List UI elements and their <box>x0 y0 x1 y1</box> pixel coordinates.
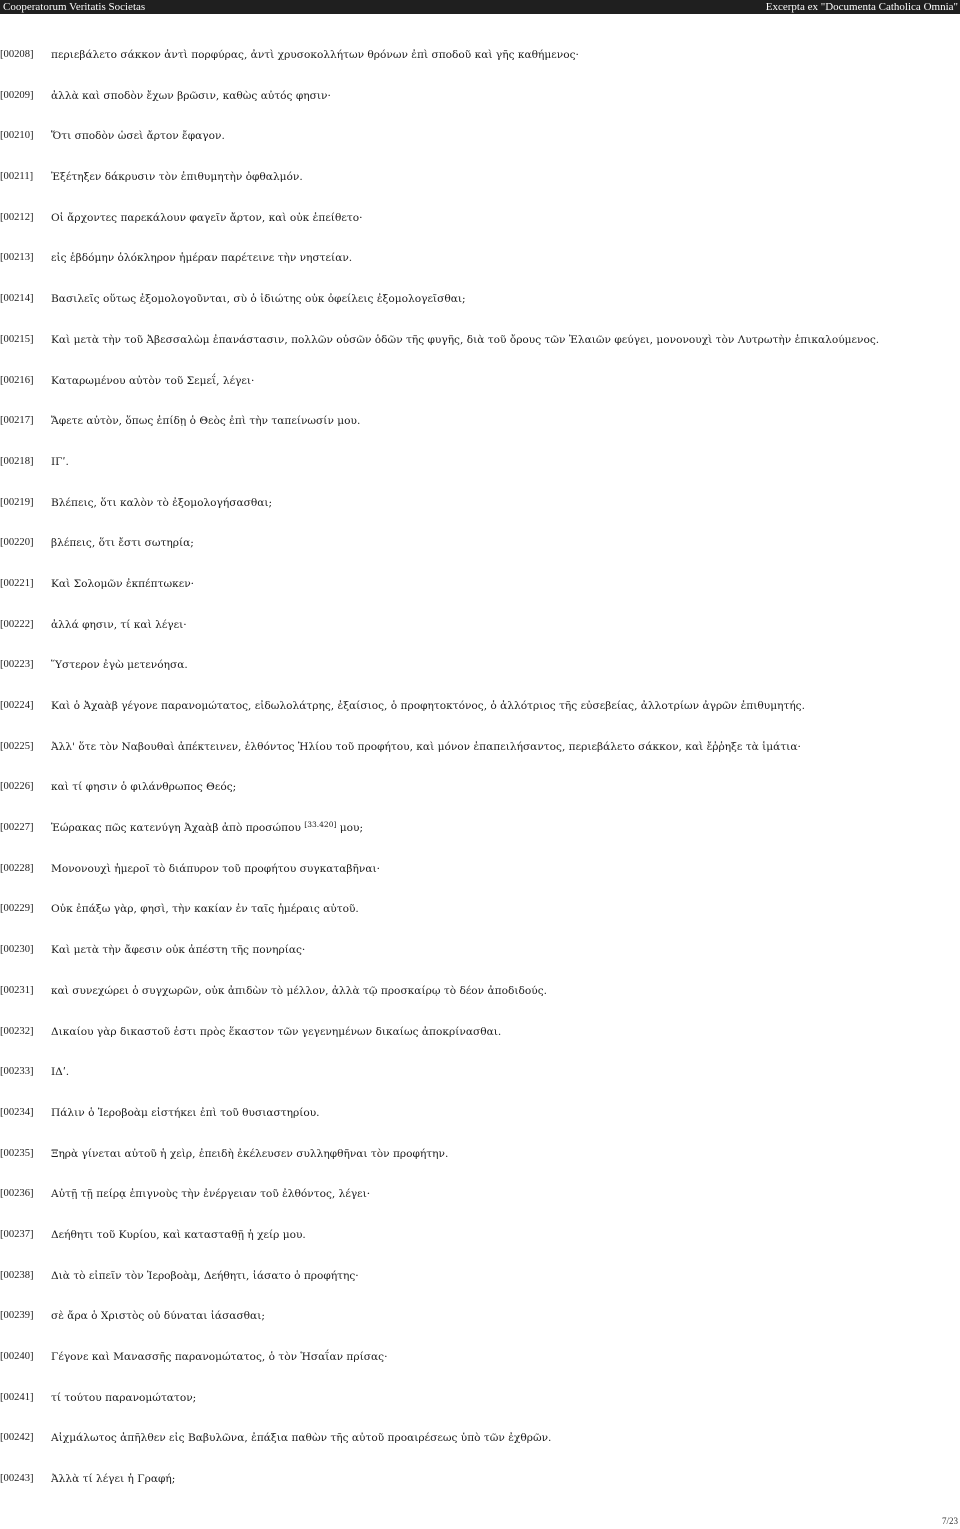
line-text <box>51 1187 370 1201</box>
line-text <box>51 902 359 916</box>
line-text <box>51 658 188 672</box>
line-text-main: Ἀλλ' ὅτε τὸν Ναβουθαὶ ἀπέκτεινεν, ἐλθόντος Ἠλίου τοῦ προφήτου, καὶ μόνον ἐπαπειλήσαντος, περιεβάλετο σάκκον, καὶ ἔῤῥηξε τὰ ἱμάτια· <box>51 740 801 753</box>
page-number: 7/23 <box>941 1516 958 1526</box>
text-line <box>0 1309 960 1350</box>
line-text <box>51 1025 501 1039</box>
text-line <box>0 740 960 781</box>
text-line <box>0 496 960 537</box>
line-text <box>51 1350 387 1364</box>
line-number: [00234] <box>0 1106 34 1118</box>
line-text-main: Γέγονε καὶ Μανασσῆς παρανομώτατος, ὁ τὸν Ἡσαΐαν πρίσας· <box>51 1351 388 1363</box>
line-number: [00216] <box>0 374 34 386</box>
line-text-main: Οἱ ἄρχοντες παρεκάλουν φαγεῖν ἄρτον, καὶ οὐκ ἐπείθετο· <box>51 211 363 224</box>
line-text <box>51 89 331 103</box>
line-text <box>51 536 194 550</box>
line-text <box>51 1228 306 1242</box>
line-text <box>51 780 236 794</box>
line-text <box>51 496 272 510</box>
line-text <box>51 740 801 754</box>
text-line <box>0 211 960 252</box>
line-text-main: σὲ ἄρα ὁ Χριστὸς οὐ δύναται ἰάσασθαι; <box>51 1310 265 1323</box>
line-text-main: Καὶ Σολομῶν ἐκπέπτωκεν· <box>51 577 195 590</box>
line-text <box>51 292 466 306</box>
line-number: [00218] <box>0 455 34 467</box>
text-line <box>0 943 960 984</box>
line-text-main: Ἄφετε αὐτὸν, ὅπως ἐπίδῃ ὁ Θεὸς ἐπὶ τὴν ταπείνωσίν μου. <box>51 415 361 428</box>
line-number: [00228] <box>0 862 34 874</box>
line-text <box>51 251 352 265</box>
line-text-main: Αὐτῇ τῇ πείρᾳ ἐπιγνοὺς τὴν ἐνέργειαν τοῦ ἐλθόντος, λέγει· <box>51 1188 371 1201</box>
line-number: [00224] <box>0 700 34 711</box>
line-number: [00210] <box>0 130 34 142</box>
line-number: [00223] <box>0 659 34 671</box>
line-number: [00233] <box>0 1066 34 1078</box>
text-line <box>0 333 960 374</box>
line-number: [00229] <box>0 903 34 915</box>
line-text-main: Δικαίου γὰρ δικαστοῦ ἐστι πρὸς ἕκαστον τῶν γεγενημένων δικαίως ἀποκρίνασθαι. <box>51 1025 502 1038</box>
text-line <box>0 902 960 943</box>
line-text-main: Πάλιν ὁ Ἱεροβοὰμ εἱστήκει ἐπὶ τοῦ θυσιαστηρίου. <box>51 1106 320 1119</box>
line-text <box>51 1065 69 1079</box>
text-line <box>0 618 960 659</box>
text-line <box>0 780 960 821</box>
line-text-main: Ἑώρακας πῶς κατενύγη Ἀχαὰβ ἀπὸ προσώπου <box>51 822 301 835</box>
line-text <box>51 821 363 835</box>
text-line <box>0 48 960 89</box>
text-line <box>0 536 960 577</box>
line-number: [00238] <box>0 1269 34 1281</box>
line-text <box>51 1147 448 1161</box>
line-text-main: ἀλλά φησιν, τί καὶ λέγει· <box>51 618 187 631</box>
line-text <box>51 1269 359 1283</box>
line-text-main: Βασιλεῖς οὕτως ἐξομολογοῦνται, σὺ ὁ ἰδιώτης οὐκ ὀφείλεις ἐξομολογεῖσθαι; <box>51 293 466 306</box>
line-number: [00242] <box>0 1432 34 1444</box>
line-number: [00231] <box>0 984 34 996</box>
line-text <box>51 1309 265 1323</box>
line-text-main: Διὰ τὸ εἰπεῖν τὸν Ἱεροβοὰμ, Δεήθητι, ἰάσατο ὁ προφήτης· <box>51 1269 359 1282</box>
line-text-main: Καὶ μετὰ τὴν ἄφεσιν οὐκ ἀπέστη τῆς πονηρίας· <box>51 944 306 957</box>
line-number: [00221] <box>0 577 34 589</box>
line-text-main: βλέπεις, ὅτι ἔστι σωτηρία; <box>51 537 194 550</box>
line-text-main: εἰς ἑβδόμην ὁλόκληρον ἡμέραν παρέτεινε τὴν νηστείαν. <box>51 252 353 265</box>
line-text-main: καὶ συνεχώρει ὁ συγχωρῶν, οὐκ ἀπιδὼν τὸ μέλλον, ἀλλὰ τῷ προσκαίρῳ τὸ δέον ἀποδιδούς. <box>51 984 548 997</box>
line-text <box>51 170 303 184</box>
text-line <box>0 577 960 618</box>
text-line <box>0 658 960 699</box>
line-text-main: Ἐξέτηξεν δάκρυσιν τὸν ἐπιθυμητὴν ὀφθαλμόν. <box>51 171 303 184</box>
line-text-main: Καὶ ὁ Ἀχαὰβ γέγονε παρανομώτατος, εἰδωλολάτρης, ἐξαίσιος, ὁ προφητοκτόνος, ὁ ἀλλότριος τῆς εὐσεβείας, ἀλλοτρίων ἀγρῶν ἐπιθυμητής. <box>51 700 805 712</box>
text-line <box>0 821 960 862</box>
line-number: [00219] <box>0 496 34 508</box>
line-text <box>51 577 194 591</box>
line-text-main: Ὅτι σποδὸν ὡσεὶ ἄρτον ἔφαγον. <box>51 130 225 143</box>
text-line <box>0 414 960 455</box>
line-text-main: Αἰχμάλωτος ἀπῆλθεν εἰς Βαβυλῶνα, ἐπάξια παθὼν τῆς αὐτοῦ προαιρέσεως ὑπὸ τῶν ἐχθρῶν. <box>51 1432 552 1445</box>
line-number: [00243] <box>0 1473 34 1485</box>
line-text-main: Μονονουχὶ ἡμεροῖ τὸ διάπυρον τοῦ προφήτου συγκαταβῆναι· <box>51 862 381 875</box>
page-header <box>0 0 960 14</box>
line-number: [00236] <box>0 1188 34 1200</box>
text-line <box>0 1472 960 1513</box>
line-text-main: ἀλλὰ καὶ σποδὸν ἔχων βρῶσιν, καθὼς αὐτός φησιν· <box>51 89 331 102</box>
line-text <box>51 129 225 143</box>
line-number: [00217] <box>0 415 34 427</box>
line-text-main: Ἀλλὰ τί λέγει ἡ Γραφή; <box>51 1473 176 1486</box>
text-line <box>0 455 960 496</box>
text-line <box>0 1228 960 1269</box>
line-text-main: Δεήθητι τοῦ Κυρίου, καὶ κατασταθῇ ἡ χείρ μου. <box>51 1228 306 1241</box>
line-text-main: Βλέπεις, ὅτι καλὸν τὸ ἐξομολογήσασθαι; <box>51 496 273 509</box>
text-line <box>0 1391 960 1432</box>
text-line <box>0 1147 960 1188</box>
line-text <box>51 984 547 998</box>
line-number: [00220] <box>0 537 34 549</box>
line-text <box>51 862 380 876</box>
line-number: [00215] <box>0 333 34 345</box>
line-text <box>51 374 254 388</box>
line-text-main: Ξηρὰ γίνεται αὐτοῦ ἡ χεὶρ, ἐπειδὴ ἐκέλευσεν συλληφθῆναι τὸν προφήτην. <box>51 1147 449 1160</box>
line-number: [00237] <box>0 1228 34 1240</box>
text-line <box>0 862 960 903</box>
line-number: [00241] <box>0 1391 34 1403</box>
text-line <box>0 1431 960 1472</box>
page-reference-marker: [33.420] <box>304 820 337 830</box>
text-line <box>0 89 960 130</box>
text-line <box>0 374 960 415</box>
header-left-title: Cooperatorum Veritatis Societas <box>3 1 146 13</box>
line-text-main: Καὶ μετὰ τὴν τοῦ Ἀβεσσαλὼμ ἐπανάστασιν, πολλῶν οὐσῶν ὁδῶν τῆς φυγῆς, διὰ τοῦ ὄρους τῶν Ἐλαιῶν φεύγει, μονονουχὶ τὸν Λυτρωτὴν ἐπικαλούμενος. <box>51 333 880 346</box>
line-text-main: καὶ τί φησιν ὁ φιλάνθρωπος Θεός; <box>51 781 237 794</box>
line-text <box>51 414 360 428</box>
line-text <box>51 333 879 347</box>
line-text <box>51 943 305 957</box>
line-number: [00230] <box>0 944 34 956</box>
line-text-main: Οὐκ ἐπάξω γὰρ, φησὶ, τὴν κακίαν ἐν ταῖς ἡμέραις αὐτοῦ. <box>51 903 359 916</box>
line-number: [00209] <box>0 89 34 101</box>
line-number: [00225] <box>0 740 34 752</box>
line-text <box>51 211 362 225</box>
text-line <box>0 129 960 170</box>
text-line <box>0 1269 960 1310</box>
line-text <box>51 1472 175 1486</box>
line-number: [00208] <box>0 49 34 60</box>
text-line <box>0 170 960 211</box>
line-number: [00226] <box>0 781 34 793</box>
line-text <box>51 1106 320 1120</box>
text-line <box>0 1350 960 1391</box>
line-number: [00222] <box>0 618 34 630</box>
line-number: [00211] <box>0 171 34 183</box>
line-text <box>51 48 579 62</box>
text-line <box>0 1106 960 1147</box>
line-text-main: τί τούτου παρανομώτατον; <box>51 1391 197 1404</box>
line-text-continuation: μου; <box>339 822 364 835</box>
line-number: [00227] <box>0 822 34 834</box>
text-line <box>0 699 960 740</box>
line-number: [00239] <box>0 1310 34 1322</box>
line-number: [00232] <box>0 1025 34 1037</box>
text-line <box>0 251 960 292</box>
text-line <box>0 292 960 333</box>
line-text <box>51 618 187 632</box>
text-line <box>0 1065 960 1106</box>
line-number: [00214] <box>0 293 34 305</box>
line-number: [00213] <box>0 252 34 264</box>
text-lines <box>0 48 960 1513</box>
line-text-main: ΙΔʹ. <box>51 1066 70 1079</box>
line-text-main: περιεβάλετο σάκκον ἀντὶ πορφύρας, ἀντὶ χρυσοκολλήτων θρόνων ἐπὶ σποδοῦ καὶ γῆς καθήμενος· <box>51 49 579 61</box>
text-line <box>0 984 960 1025</box>
line-text <box>51 1391 196 1405</box>
line-number: [00212] <box>0 211 34 223</box>
line-text <box>51 1431 551 1445</box>
line-text <box>51 699 805 713</box>
line-number: [00240] <box>0 1351 34 1362</box>
line-text-main: Ὕστερον ἐγὼ μετενόησα. <box>51 659 188 672</box>
line-text-main: ΙΓʹ. <box>51 455 69 468</box>
line-text-main: Καταρωμένου αὐτὸν τοῦ Σεμεΐ, λέγει· <box>51 374 255 387</box>
text-line <box>0 1025 960 1066</box>
header-right-title: Excerpta ex "Documenta Catholica Omnia" <box>765 1 958 13</box>
line-number: [00235] <box>0 1147 34 1159</box>
text-line <box>0 1187 960 1228</box>
line-text <box>51 455 69 469</box>
